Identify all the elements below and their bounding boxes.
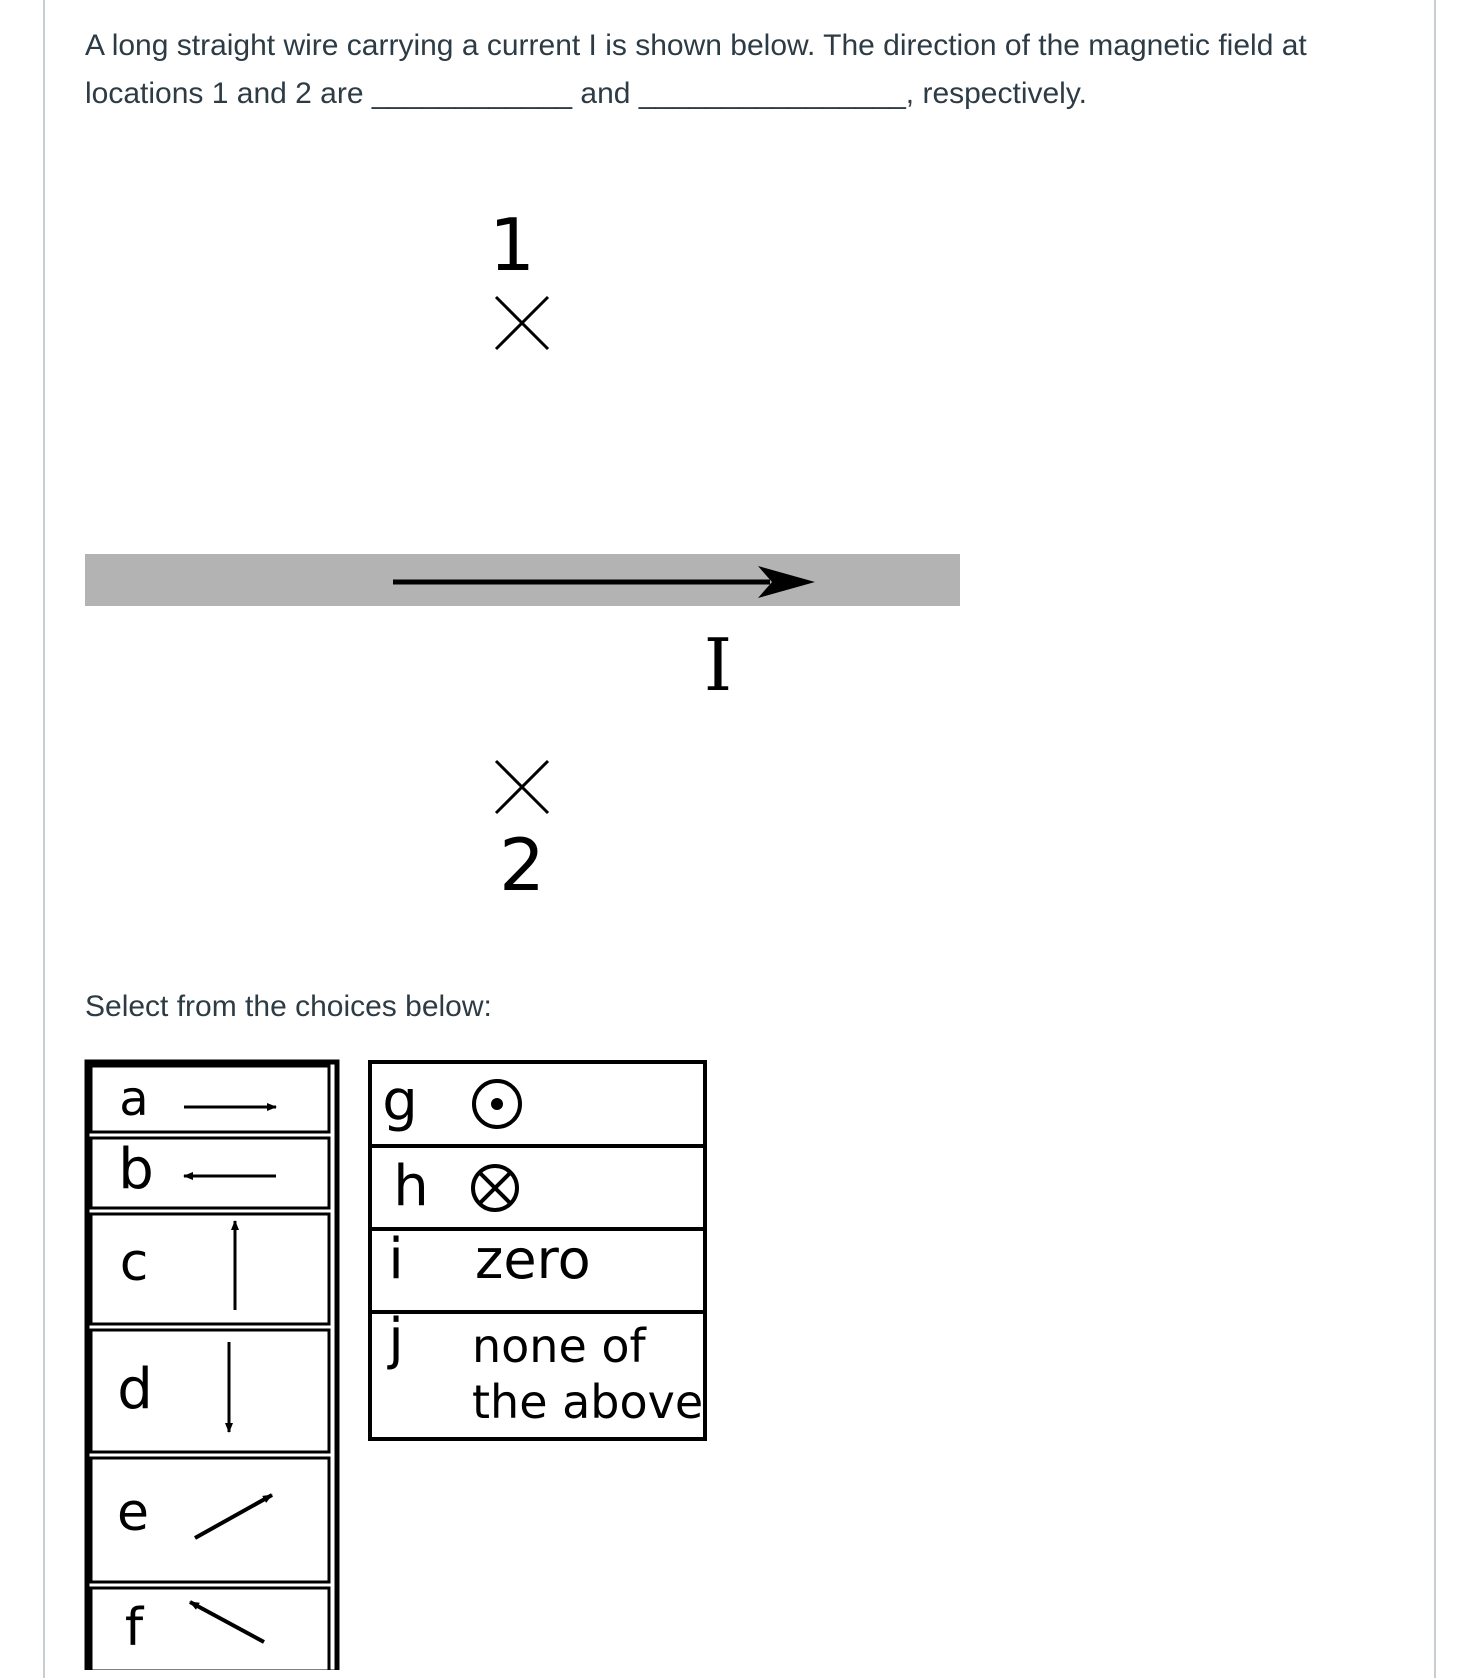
point-1-label: 1 (489, 203, 535, 287)
choice-f[interactable] (125, 1598, 264, 1658)
current-label: I (703, 623, 733, 707)
arrow-up-right-icon (195, 1495, 272, 1538)
choice-g[interactable] (382, 1069, 520, 1134)
choice-j-text-line-2: the above (472, 1375, 704, 1429)
arrow-up-left-icon (190, 1602, 264, 1642)
question-part-1: A long straight wire carrying a current I is shown below. The direction of the magnetic field at locations 1 and 2 are (85, 29, 1307, 110)
choice-j-text-line-1: none of (472, 1319, 646, 1373)
into-page-icon (473, 1166, 517, 1210)
choice-i-letter: i (388, 1227, 404, 1292)
answer-blank-1: ____________ (371, 77, 573, 110)
choice-h[interactable] (393, 1154, 517, 1219)
choice-d[interactable] (117, 1342, 229, 1432)
choice-f-letter: f (124, 1598, 144, 1658)
out-of-page-icon (474, 1081, 520, 1127)
choice-b-letter: b (118, 1137, 154, 1202)
choice-b[interactable] (118, 1137, 276, 1202)
select-prompt: Select from the choices below: (85, 990, 492, 1023)
answer-blank-2: ________________ (638, 77, 906, 110)
choice-i[interactable] (388, 1227, 590, 1292)
choice-g-letter-text: g (382, 1069, 418, 1134)
question-part-2: and (572, 77, 639, 110)
question-part-3: , respectively. (905, 77, 1087, 110)
choice-j[interactable] (386, 1307, 703, 1429)
choice-d-letter: d (117, 1357, 153, 1422)
choice-h-letter: h (393, 1154, 429, 1219)
choice-a[interactable] (119, 1071, 276, 1127)
choice-c[interactable] (120, 1221, 235, 1310)
choice-e-letter: e (117, 1483, 149, 1543)
choice-i-text: zero (475, 1228, 591, 1291)
choice-c-letter: c (119, 1233, 149, 1293)
point-2-label: 2 (499, 823, 545, 907)
choice-a-letter: a (119, 1071, 149, 1127)
choice-j-letter: j (388, 1307, 404, 1372)
choice-e[interactable] (117, 1483, 272, 1543)
